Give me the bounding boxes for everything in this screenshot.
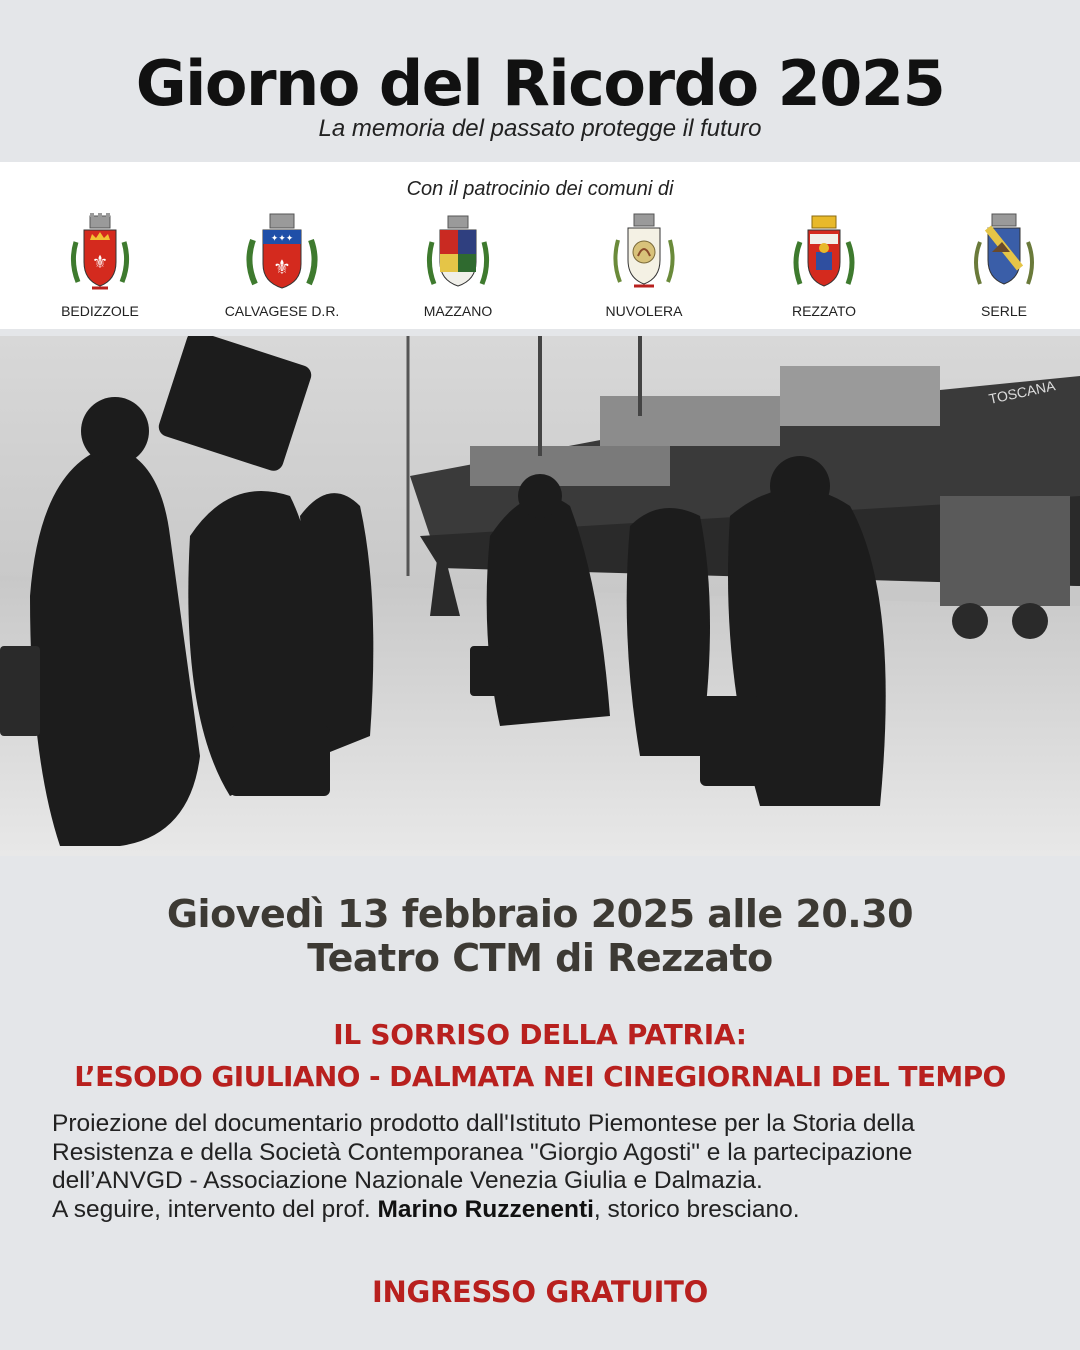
- ship-name-label: TOSCANA: [987, 377, 1057, 407]
- svg-text:⚜: ⚜: [91, 252, 109, 273]
- page-subtitle: La memoria del passato protegge il futuro: [318, 115, 762, 142]
- comune-nuvolera: [564, 212, 724, 320]
- free-entry-notice: INGRESSO GRATUITO: [371, 1275, 708, 1309]
- description-line-4-suffix: , storico bresciano.: [593, 1195, 800, 1223]
- comune-name: MAZZANO: [423, 303, 493, 319]
- event-venue: Teatro CTM di Rezzato: [307, 936, 773, 980]
- comune-calvagese: [202, 212, 362, 320]
- comune-rezzato: [744, 212, 904, 320]
- event-title-line-1: IL SORRISO DELLA PATRIA:: [333, 1018, 747, 1051]
- event-description: [52, 1110, 1042, 1224]
- serle-coat-of-arms-icon: [972, 212, 1036, 296]
- event-info: [0, 856, 1080, 1350]
- svg-text:✦✦✦: ✦✦✦: [270, 234, 294, 244]
- description-line-3: dell’ANVGD - Associazione Nazionale Venezia Giulia e Dalmazia.: [52, 1167, 763, 1194]
- comune-bedizzole: [20, 212, 180, 320]
- description-line-1: Proiezione del documentario prodotto dall'Istituto Piemontese per la Storia della: [52, 1110, 915, 1137]
- comune-name: REZZATO: [791, 303, 857, 319]
- rezzato-coat-of-arms-icon: [792, 212, 856, 296]
- mazzano-coat-of-arms-icon: [426, 212, 490, 296]
- description-line-4-prefix: A seguire, intervento del prof.: [52, 1195, 378, 1223]
- comune-mazzano: [378, 212, 538, 320]
- svg-text:⚜: ⚜: [273, 255, 291, 279]
- nuvolera-coat-of-arms-icon: [612, 212, 676, 296]
- comune-name: BEDIZZOLE: [61, 303, 139, 319]
- description-line-4: [52, 1196, 1042, 1225]
- event-date-time: Giovedì 13 febbraio 2025 alle 20.30: [166, 892, 914, 936]
- comune-serle: [924, 212, 1080, 320]
- comune-name: SERLE: [981, 303, 1027, 319]
- patronage-band: [0, 162, 1080, 329]
- header: [0, 0, 1080, 162]
- page-title: Giorno del Ricordo 2025: [135, 47, 945, 120]
- event-title-line-2: L’ESODO GIULIANO - DALMATA NEI CINEGIORNALI DEL TEMPO: [74, 1060, 1006, 1093]
- exodus-photo-illustration: [0, 336, 1080, 856]
- comune-name: CALVAGESE D.R.: [224, 303, 340, 319]
- comune-name: NUVOLERA: [605, 303, 683, 319]
- historic-photo: [0, 336, 1080, 856]
- speaker-name: Marino Ruzzenenti: [377, 1195, 594, 1223]
- bedizzole-coat-of-arms-icon: [68, 212, 132, 296]
- description-line-2: Resistenza e della Società Contemporanea "Giorgio Agosti" e la partecipazione: [52, 1138, 913, 1166]
- patronage-label: Con il patrocinio dei comuni di: [406, 178, 674, 200]
- calvagese-coat-of-arms-icon: [245, 212, 319, 296]
